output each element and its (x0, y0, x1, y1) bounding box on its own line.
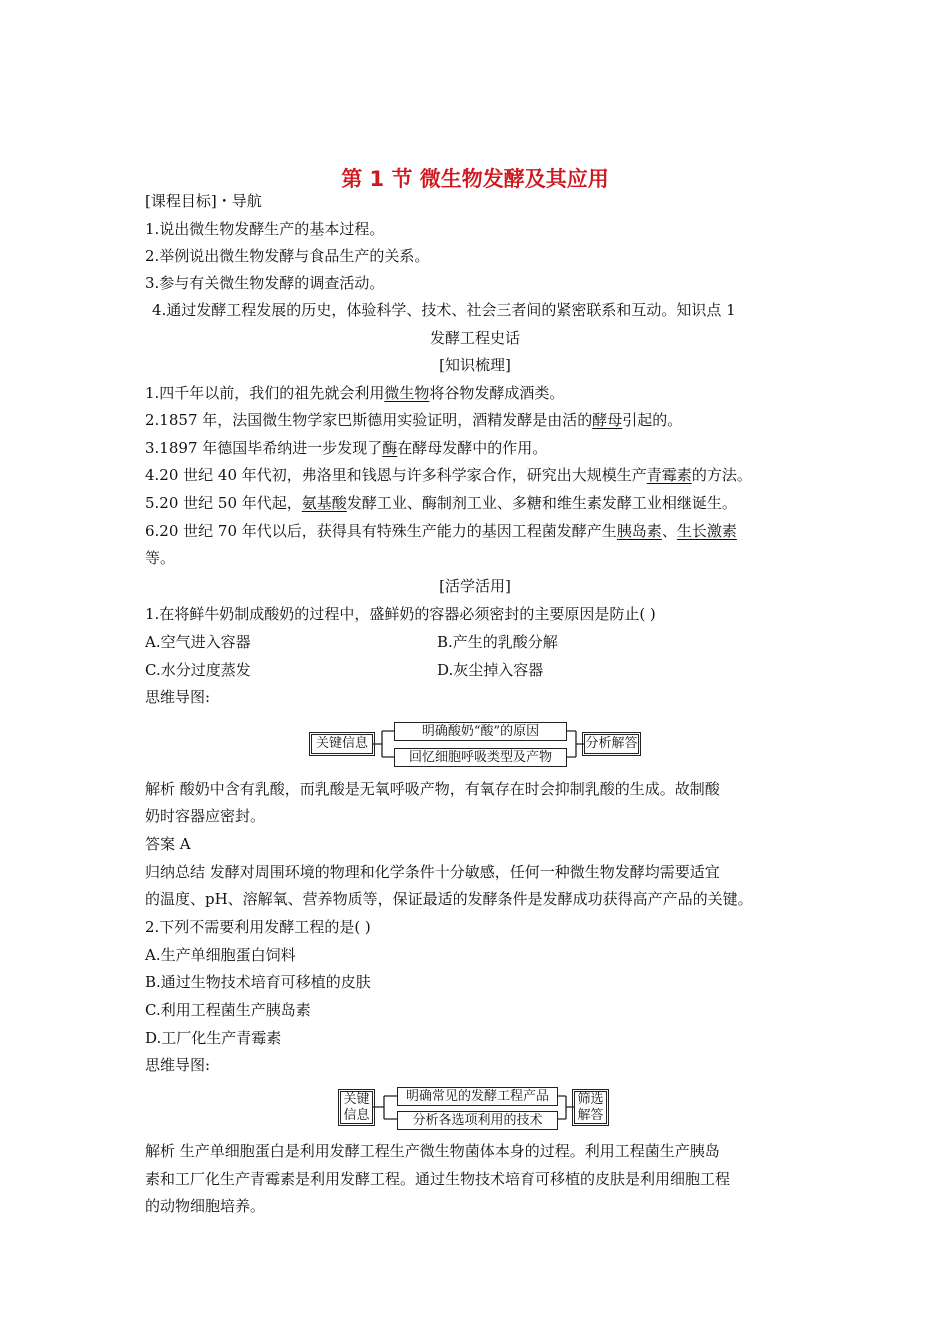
key-term: 微生物 (384, 384, 430, 402)
mindmap-key-box: 关键 信息 (340, 1091, 373, 1124)
key-term: 胰岛素 (616, 522, 662, 540)
question-stem: 2.下列不需要利用发酵工程的是( ) (145, 918, 371, 936)
option-a: A.生产单细胞蛋白饲料 (145, 946, 296, 964)
analysis-text: 奶时容器应密封。 (145, 807, 266, 825)
knowledge-item: 1.四千年以前，我们的祖先就会利用微生物将谷物发酵成酒类。 (145, 384, 565, 402)
knowledge-item: 3.1897 年德国毕希纳进一步发现了酶在酵母发酵中的作用。 (145, 439, 548, 457)
key-term: 酵母 (592, 411, 623, 429)
option-c: C.利用工程菌生产胰岛素 (145, 1001, 311, 1019)
section-header-knowledge: [知识梳理] (439, 356, 511, 374)
key-term: 酶 (382, 439, 398, 457)
mindmap-top-box: 明确酸奶“酸”的原因 (394, 722, 567, 741)
mindmap-top-box: 明确常见的发酵工程产品 (397, 1087, 558, 1106)
mindmap-end-box: 筛选 解答 (574, 1091, 607, 1124)
knowledge-item: 5.20 世纪 50 年代起，氨基酸发酵工业、酶制剂工业、多糖和维生素发酵工业相继诞生。 (145, 494, 737, 512)
mindmap-bottom-box: 分析各选项利用的技术 (397, 1111, 558, 1130)
section-title: 发酵工程史话 (429, 329, 520, 347)
option-c: C.水分过度蒸发 (145, 661, 251, 679)
knowledge-item-continued: 等。 (145, 549, 176, 567)
objective-item: 1.说出微生物发酵生产的基本过程。 (145, 220, 385, 238)
summary-text: 的温度、pH、溶解氧、营养物质等，保证最适的发酵条件是发酵成功获得高产产品的关键。 (145, 890, 753, 908)
key-term: 氨基酸 (301, 494, 347, 512)
mindmap-label: 思维导图: (145, 1056, 211, 1074)
summary-text: 归纳总结 发酵对周围环境的物理和化学条件十分敏感，任何一种微生物发酵均需要适宜 (145, 863, 720, 881)
page-title: 第 1 节 微生物发酵及其应用 (341, 167, 609, 191)
analysis-text: 的动物细胞培养。 (145, 1197, 266, 1215)
key-term: 青霉素 (646, 466, 692, 484)
option-a: A.空气进入容器 (145, 633, 251, 651)
key-term: 生长激素 (676, 522, 737, 540)
answer-text: 答案 A (145, 835, 191, 853)
analysis-text: 素和工厂化生产青霉素是利用发酵工程。通过生物技术培育可移植的皮肤是利用细胞工程 (145, 1170, 731, 1188)
mindmap-label: 思维导图: (145, 688, 211, 706)
analysis-text: 解析 生产单细胞蛋白是利用发酵工程生产微生物菌体本身的过程。利用工程菌生产胰岛 (145, 1142, 720, 1160)
knowledge-item: 6.20 世纪 70 年代以后，获得具有特殊生产能力的基因工程菌发酵产生胰岛素、生长激素 (145, 522, 737, 540)
option-d: D.灰尘掉入容器 (437, 661, 544, 679)
mindmap-key-box: 关键信息 (311, 734, 373, 754)
mindmap-bottom-box: 回忆细胞呼吸类型及产物 (394, 748, 567, 767)
option-b: B.通过生物技术培育可移植的皮肤 (145, 973, 371, 991)
mindmap-end-box: 分析解答 (584, 734, 639, 754)
section-header-practice: [活学活用] (439, 577, 511, 595)
knowledge-item: 4.20 世纪 40 年代初，弗洛里和钱恩与许多科学家合作，研究出大规模生产青霉素的方法。 (145, 466, 752, 484)
knowledge-item: 2.1857 年，法国微生物学家巴斯德用实验证明，酒精发酵是由活的酵母引起的。 (145, 411, 683, 429)
objective-item: 2.举例说出微生物发酵与食品生产的关系。 (145, 247, 430, 265)
objectives-header: [课程目标]・导航 (145, 192, 262, 210)
objective-item: 3.参与有关微生物发酵的调查活动。 (145, 274, 385, 292)
analysis-text: 解析 酸奶中含有乳酸，而乳酸是无氧呼吸产物，有氧存在时会抑制乳酸的生成。故制酸 (145, 780, 720, 798)
option-d: D.工厂化生产青霉素 (145, 1029, 282, 1047)
question-stem: 1.在将鲜牛奶制成酸奶的过程中，盛鲜奶的容器必须密封的主要原因是防止( ) (145, 605, 656, 623)
objective-item: 4.通过发酵工程发展的历史，体验科学、技术、社会三者间的紧密联系和互动。知识点 1 (152, 301, 736, 319)
option-b: B.产生的乳酸分解 (437, 633, 558, 651)
